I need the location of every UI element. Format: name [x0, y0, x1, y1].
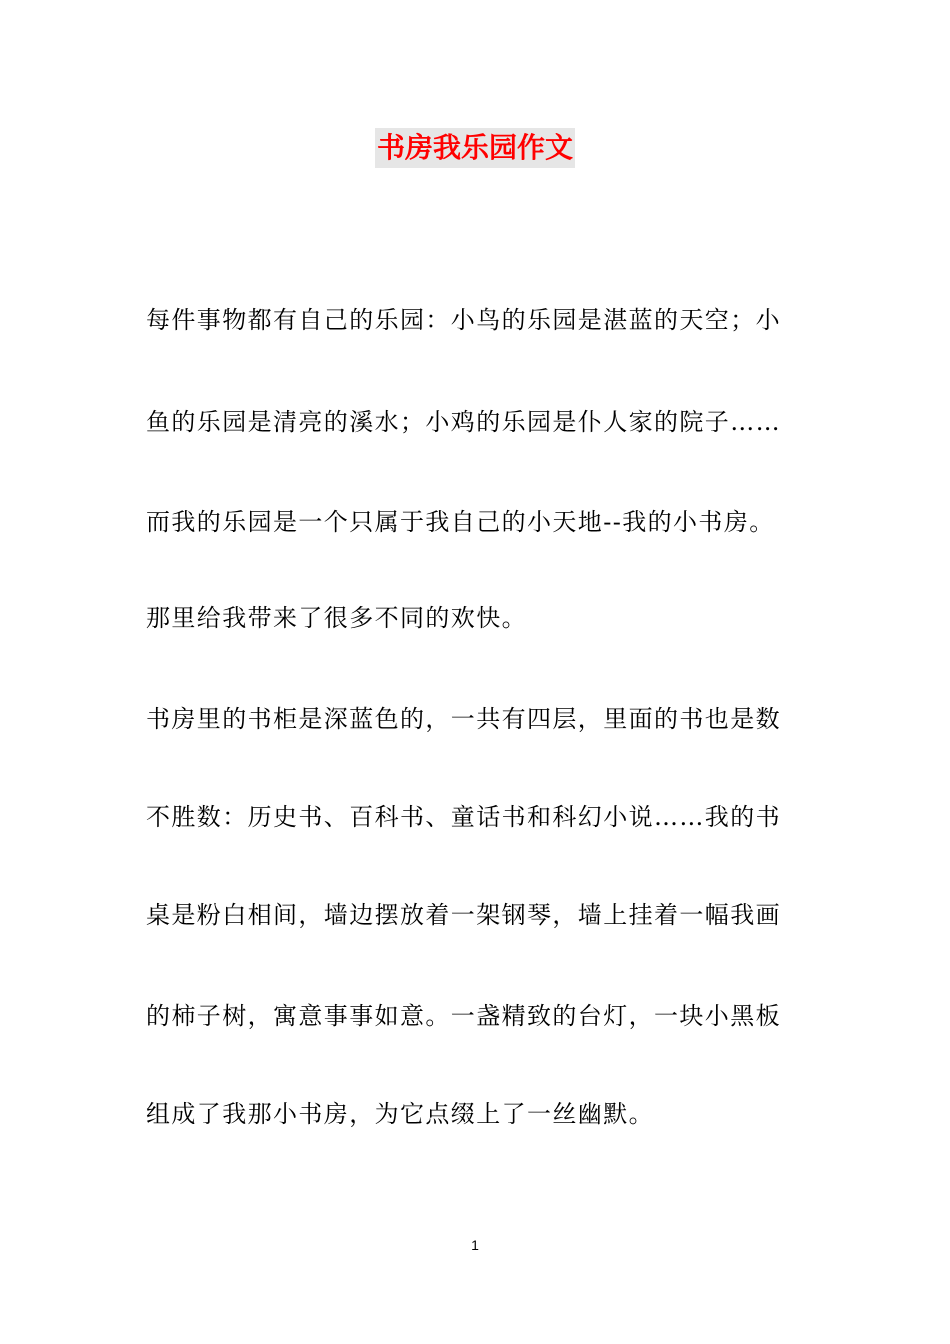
body-line: 组成了我那小书房，为它点缀上了一丝幽默。 — [146, 1100, 654, 1128]
body-line: 书房里的书柜是深蓝色的，一共有四层，里面的书也是数 — [146, 705, 781, 733]
body-line: 鱼的乐园是清亮的溪水；小鸡的乐园是仆人家的院子…… — [146, 408, 781, 436]
body-line: 每件事物都有自己的乐园：小鸟的乐园是湛蓝的天空；小 — [146, 306, 781, 334]
body-line: 那里给我带来了很多不同的欢快。 — [146, 604, 527, 632]
body-line: 的柿子树，寓意事事如意。一盏精致的台灯，一块小黑板 — [146, 1002, 781, 1030]
document-title — [0, 128, 950, 168]
body-line: 而我的乐园是一个只属于我自己的小天地--我的小书房。 — [146, 508, 775, 536]
page-number: 1 — [471, 1237, 479, 1253]
body-line: 桌是粉白相间，墙边摆放着一架钢琴，墙上挂着一幅我画 — [146, 901, 781, 929]
body-line: 不胜数：历史书、百科书、童话书和科幻小说……我的书 — [146, 803, 781, 831]
document-title-text: 书房我乐园作文 — [375, 128, 575, 168]
